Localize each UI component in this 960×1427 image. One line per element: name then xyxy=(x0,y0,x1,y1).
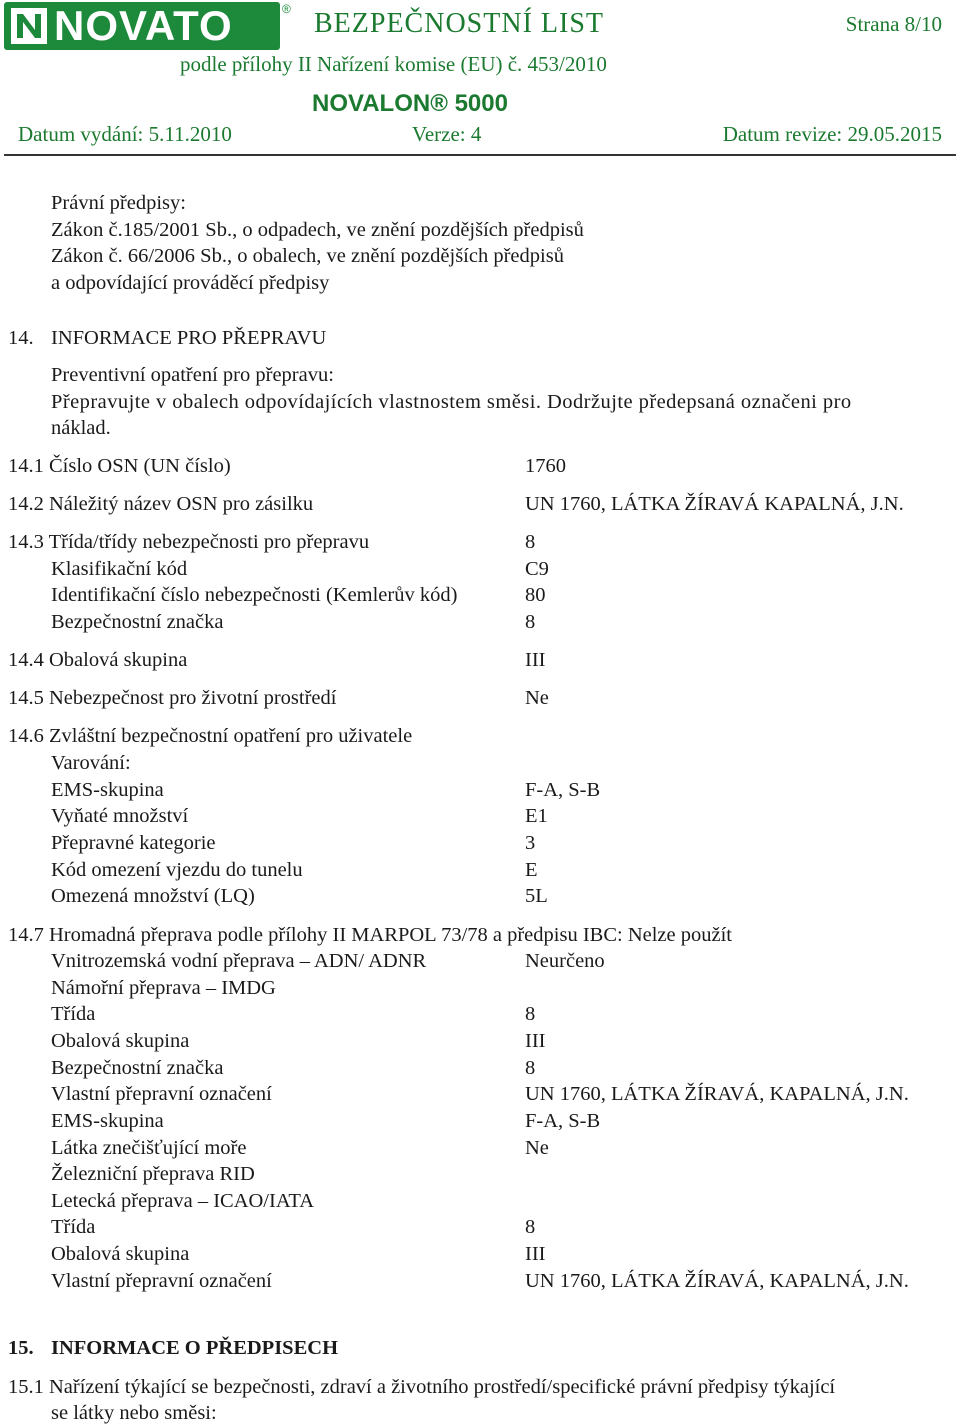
section-heading: INFORMACE PRO PŘEPRAVU xyxy=(51,327,327,349)
row-label: Omezená množství (LQ) xyxy=(51,885,255,907)
regulation-text: se látky nebo směsi: xyxy=(51,1402,217,1424)
row-value: 8 xyxy=(525,1057,536,1079)
header-divider xyxy=(4,154,956,156)
row-label: Železniční přeprava RID xyxy=(51,1163,255,1185)
logo-registered: ® xyxy=(282,2,291,16)
row-label: Kód omezení vjezdu do tunelu xyxy=(51,859,303,881)
row-label: EMS-skupina xyxy=(51,779,164,801)
revision-date: Datum revize: 29.05.2015 xyxy=(722,122,942,146)
row-label: Vyňaté množství xyxy=(51,805,189,827)
preventive-text: Přepravujte v obalech odpovídajících vlastnostem směsi. Dodržujte předepsaná označeni pro xyxy=(51,391,852,413)
row-label: Přepravné kategorie xyxy=(51,832,216,854)
logo-text: NOVATO xyxy=(54,2,233,49)
row-label: Vlastní přepravní označení xyxy=(51,1083,272,1105)
section-number: 15. xyxy=(8,1337,34,1359)
issue-date: Datum vydání: 5.11.2010 xyxy=(18,122,232,146)
novato-mark-icon xyxy=(9,6,49,46)
row-label: Námořní přeprava – IMDG xyxy=(51,977,276,999)
row-value: Ne xyxy=(525,1137,549,1159)
row-label: 14.1 Číslo OSN (UN číslo) xyxy=(8,455,231,477)
row-value: E xyxy=(525,859,538,881)
row-value: UN 1760, LÁTKA ŽÍRAVÁ, KAPALNÁ, J.N. xyxy=(525,1083,909,1105)
row-label: Varování: xyxy=(51,752,131,774)
row-value: 5L xyxy=(525,885,548,907)
row-label: Bezpečnostní značka xyxy=(51,1057,224,1079)
row-value: 1760 xyxy=(525,455,566,477)
legal-line: Zákon č.185/2001 Sb., o odpadech, ve znění pozdějších předpisů xyxy=(51,219,584,241)
row-label: Třída xyxy=(51,1216,96,1238)
preventive-label: Preventivní opatření pro přepravu: xyxy=(51,364,334,386)
row-value: C9 xyxy=(525,558,549,580)
row-label: 14.4 Obalová skupina xyxy=(8,649,188,671)
row-label: 14.2 Náležitý název OSN pro zásilku xyxy=(8,493,314,515)
row-label: Bezpečnostní značka xyxy=(51,611,224,633)
product-name: NOVALON® 5000 xyxy=(312,90,508,117)
section-heading: INFORMACE O PŘEDPISECH xyxy=(51,1337,339,1359)
document-title: BEZPEČNOSTNÍ LIST xyxy=(314,8,604,39)
section-number: 14. xyxy=(8,327,34,349)
row-value: F-A, S-B xyxy=(525,779,601,801)
row-label: 14.7 Hromadná přeprava podle přílohy II MARPOL 73/78 a předpisu IBC: Nelze použít xyxy=(8,924,732,946)
row-value: 3 xyxy=(525,832,536,854)
row-value: E1 xyxy=(525,805,548,827)
row-label: 14.6 Zvláštní bezpečnostní opatření pro uživatele xyxy=(8,725,413,747)
row-value: F-A, S-B xyxy=(525,1110,601,1132)
row-value: III xyxy=(525,1030,546,1052)
row-value: 80 xyxy=(525,584,546,606)
regulation-text: 15.1 Nařízení týkající se bezpečnosti, zdraví a životního prostředí/specifické právní předpisy týkající xyxy=(8,1376,836,1398)
row-label: Třída xyxy=(51,1003,96,1025)
row-label: Obalová skupina xyxy=(51,1243,190,1265)
regulation-reference: podle přílohy II Nařízení komise (EU) č. 453/2010 xyxy=(180,52,607,76)
row-value: UN 1760, LÁTKA ŽÍRAVÁ, KAPALNÁ, J.N. xyxy=(525,1270,909,1292)
legal-heading: Právní předpisy: xyxy=(51,192,186,214)
row-value: 8 xyxy=(525,1216,536,1238)
row-value: Neurčeno xyxy=(525,950,605,972)
row-value: III xyxy=(525,649,546,671)
row-value: 8 xyxy=(525,531,536,553)
row-label: Identifikační číslo nebezpečnosti (Kemlerův kód) xyxy=(51,584,458,606)
row-value: 8 xyxy=(525,1003,536,1025)
row-label: Letecká přeprava – ICAO/IATA xyxy=(51,1190,315,1212)
legal-line: a odpovídající prováděcí předpisy xyxy=(51,272,330,294)
row-value: III xyxy=(525,1243,546,1265)
row-value: UN 1760, LÁTKA ŽÍRAVÁ KAPALNÁ, J.N. xyxy=(525,493,904,515)
version: Verze: 4 xyxy=(412,122,482,146)
row-label: 14.3 Třída/třídy nebezpečnosti pro přepravu xyxy=(8,531,370,553)
row-label: EMS-skupina xyxy=(51,1110,164,1132)
preventive-text: náklad. xyxy=(51,417,111,439)
row-value: Ne xyxy=(525,687,549,709)
novato-logo xyxy=(4,2,280,50)
row-label: Látka znečišťující moře xyxy=(51,1137,247,1159)
legal-line: Zákon č. 66/2006 Sb., o obalech, ve znění pozdějších předpisů xyxy=(51,245,564,267)
row-label: Vnitrozemská vodní přeprava – ADN/ ADNR xyxy=(51,950,427,972)
row-value: 8 xyxy=(525,611,536,633)
row-label: 14.5 Nebezpečnost pro životní prostředí xyxy=(8,687,337,709)
row-label: Vlastní přepravní označení xyxy=(51,1270,272,1292)
page-number: Strana 8/10 xyxy=(845,12,942,36)
row-label: Klasifikační kód xyxy=(51,558,188,580)
row-label: Obalová skupina xyxy=(51,1030,190,1052)
